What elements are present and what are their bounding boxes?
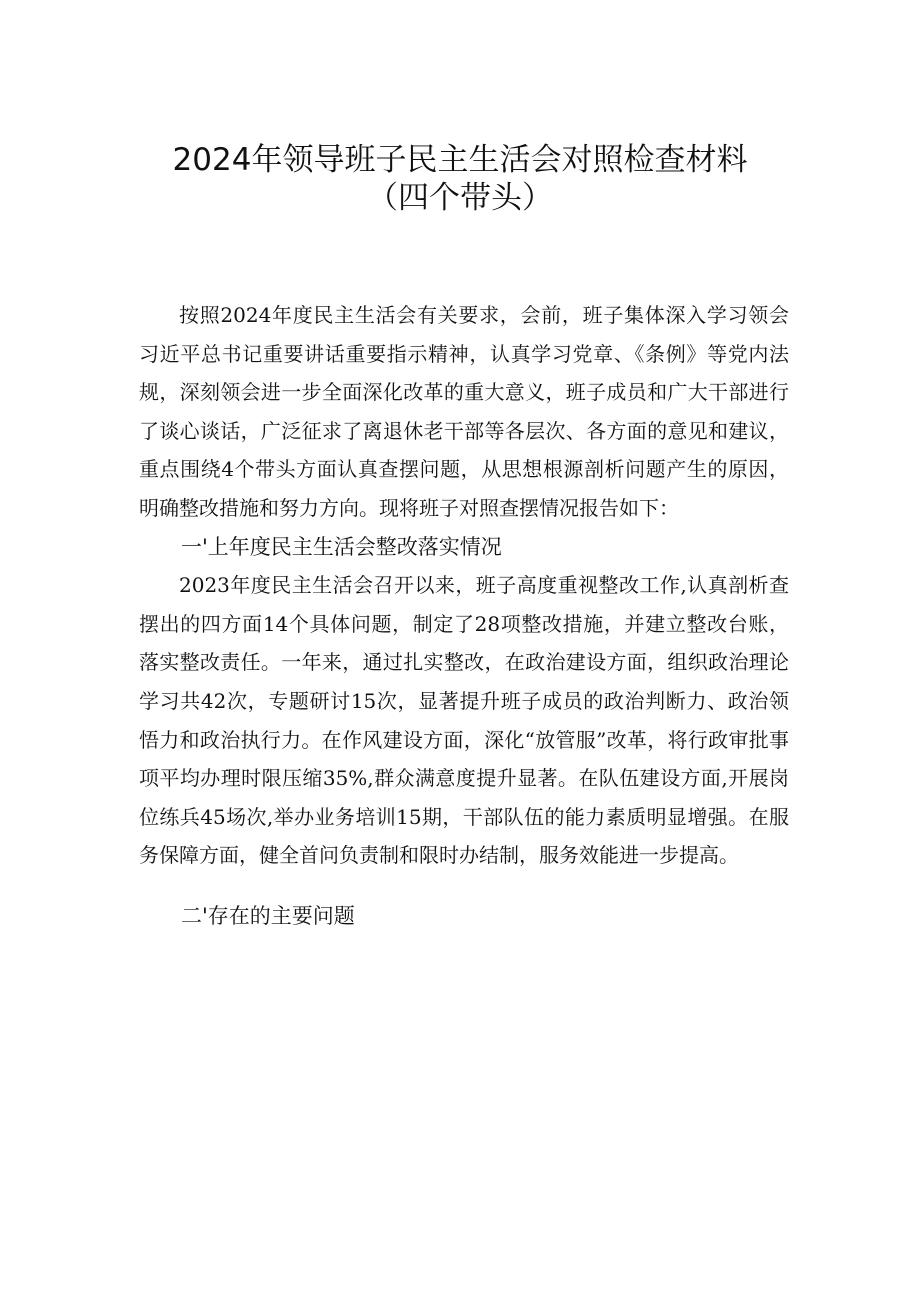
section-2-heading: 二'存在的主要问题 <box>181 903 355 928</box>
document-subtitle: （四个带头） <box>367 180 553 216</box>
section-1-paragraph: 2023年度民主生活会召开以来，班子高度重视整改工作,认真剖析查摆出的四方面14个具体问题，制定了28项整改措施，并建立整改台账，落实整改责任。一年来，通过扎实整改，在政治建设方面，组织政治理论学习共42次，专题研讨15次，显著提升班子成员的政治判断力、政治领悟力和政治执行力。在作风建设方面，深化“放管服”改革，将行政审批事项平均办理时限压缩35%,群众满意度提升显著。在队伍建设方面,开展岗位练兵45场次,举办业务培训15期，干部队伍的能力素质明显增强。在服务保障方面，健全首问负责制和限时办结制，服务效能进一步提高。 <box>139 573 789 868</box>
section-1-heading: 一'上年度民主生活会整改落实情况 <box>181 534 502 559</box>
intro-paragraph: 按照2024年度民主生活会有关要求，会前，班子集体深入学习领会习近平总书记重要讲话重要指示精神，认真学习党章、《条例》等党内法规，深刻领会进一步全面深化改革的重大意义，班子成员和广大干部进行了谈心谈话，广泛征求了离退休老干部等各层次、各方面的意见和建议，重点围绕4个带头方面认真查摆问题，从思想根源剖析问题产生的原因，明确整改措施和努力方向。现将班子对照查摆情况报告如下： <box>139 303 789 520</box>
document-body <box>139 296 789 936</box>
document-title: 2024年领导班子民主生活会对照检查材料 <box>172 142 748 178</box>
